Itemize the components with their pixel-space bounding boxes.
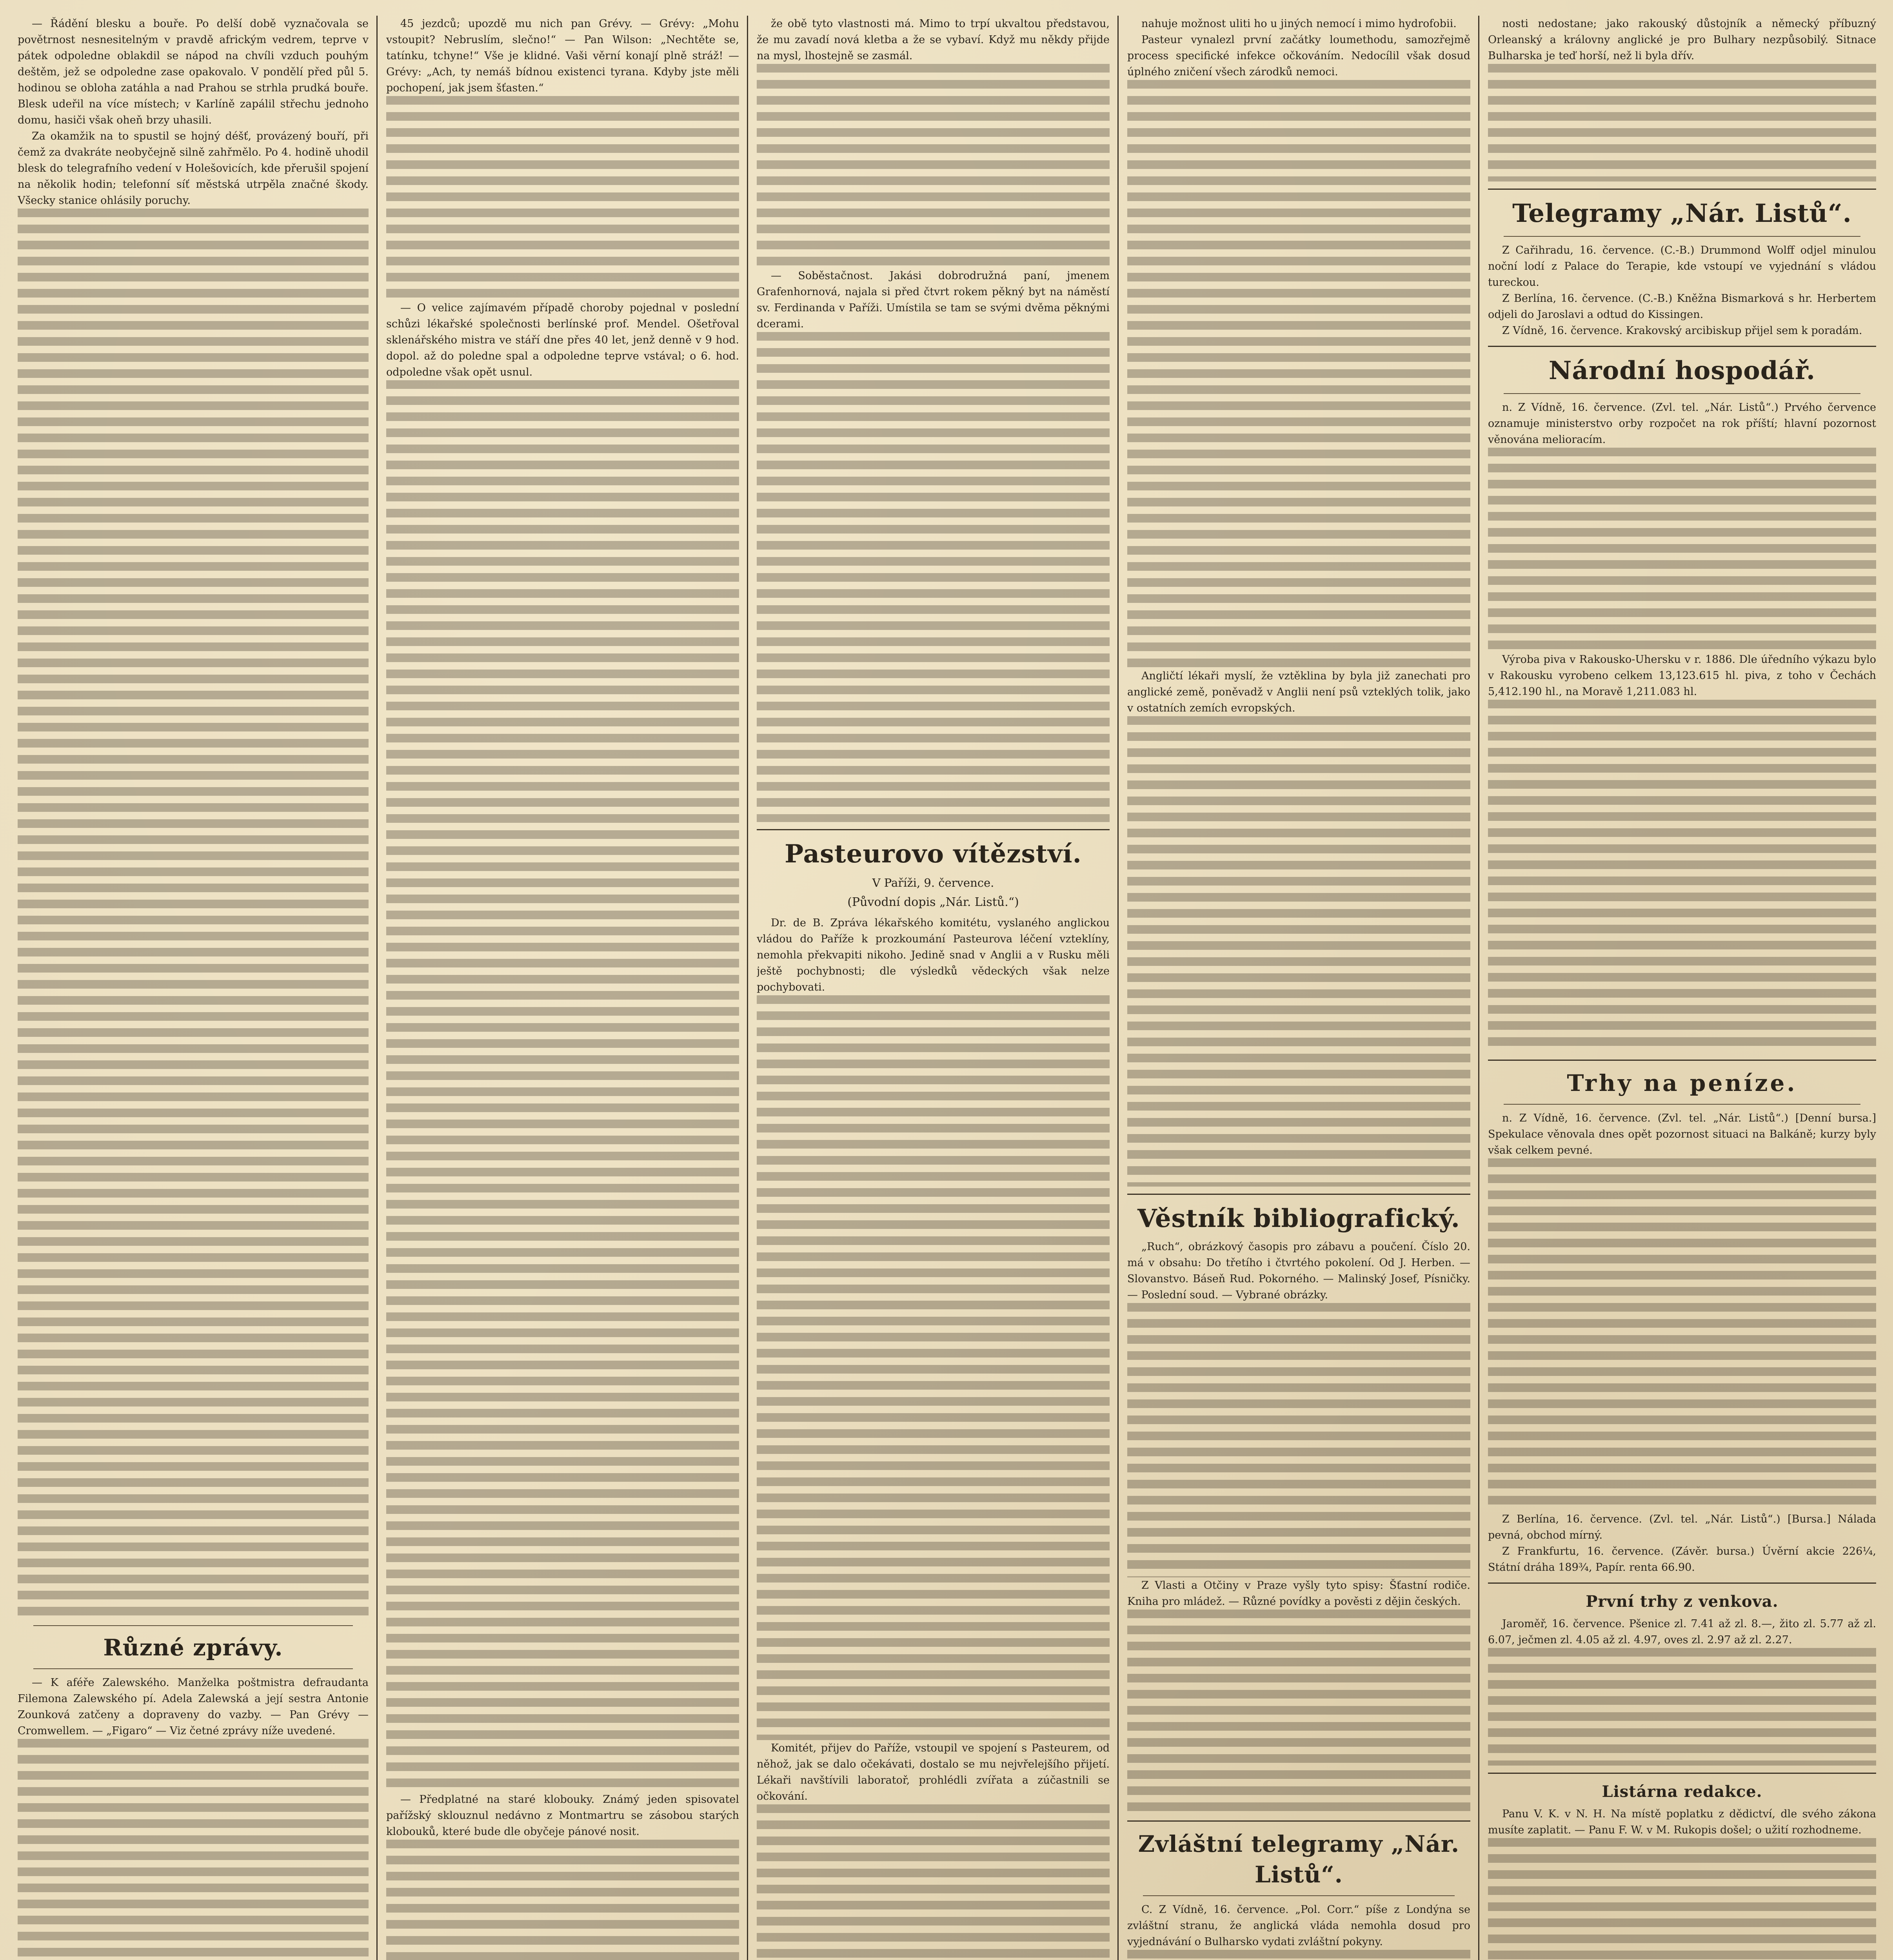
divider — [1488, 189, 1876, 190]
article-paragraph: nahuje možnost uliti ho u jiných nemocí i mimo hydrofobii. — [1141, 18, 1457, 30]
column-1 — [18, 16, 369, 1960]
article-paragraph: Komitét, přijev do Paříže, vstoupil ve spojení s Pasteurem, od něhož, jak se dalo očekávati, dostalo se mu nejvřelejšího přijetí. Lékaři navštívili laboratoř, prohlédli zvířata a zúčastnili se očkování. — [757, 1742, 1110, 1802]
section-title-narodni-hospodar: Národní hospodář. — [1548, 356, 1816, 385]
divider — [1488, 1583, 1876, 1584]
column-4 — [1127, 16, 1470, 1960]
article-paragraph: Dr. de B. Zpráva lékařského komitétu, vyslaného anglickou vládou do Paříže k prozkoumání Pasteurova léčení vzteklíny, nemohla překvapiti nikoho. Jedině snad v Anglii a v Rusku měli ještě pochybnosti; dle výsledků vědeckých však nelze pochybovati. — [757, 917, 1110, 993]
text-block — [1488, 64, 1876, 181]
text-block — [1488, 1838, 1876, 1960]
section-title-zvlastni-telegramy: Zvláštní telegramy „Nár. Listů“. — [1138, 1831, 1460, 1888]
divider — [1143, 1895, 1455, 1896]
column-rule — [376, 16, 378, 1960]
article-paragraph: n. Z Vídně, 16. července. (Zvl. tel. „Nár. Listů“.) [Denní bursa.] Spekulace věnovala dnes opět pozornost situaci na Balkáně; kurzy byly však celkem pevné. — [1488, 1112, 1876, 1156]
telegram-item: Z Vídně, 16. července. Krakovský arcibiskup přijel sem k poradám. — [1502, 325, 1862, 337]
article-paragraph: Pasteur vynalezl první začátky loumethodu, samozřejmě process specifické infekce očkováním. Nedocílil však dosud úplného zničení všech zárodků nemoci. — [1127, 34, 1470, 78]
text-block — [1127, 1610, 1470, 1813]
text-block — [1488, 448, 1876, 652]
telegram-item: C. Z Vídně, 16. července. „Pol. Corr.“ píše z Londýna se zvláštní stranu, že anglická vláda nemohla dosud pro vyjednávání o Bulharsko vydati zvláštní pokyny. — [1127, 1904, 1470, 1948]
column-rule — [1117, 16, 1119, 1960]
section-title-telegramy: Telegramy „Nár. Listů“. — [1512, 199, 1852, 228]
text-block — [386, 380, 739, 1791]
article-paragraph: že obě tyto vlastnosti má. Mimo to trpí ukvaltou představou, že mu zavadí nová kletba a že se vybaví. Když mu někdy přijde na mysl, lhostejně se zasmál. — [757, 18, 1110, 62]
article-paragraph: 45 jezdců; upozdě mu nich pan Grévy. — Grévy: „Mohu vstoupit? Nebruslím, slečno!“ — Pan Wilson: „Nechtěte se, tatínku, tchyne!“ Vše je klidné. Vaši věrní konají plně stráž! — Grévy: „Ach, ty nemáš bídnou existenci tyrana. Kdyby jste měli pochopení, jak jsem šťasten.“ — [386, 18, 739, 94]
section-title-listarna: Listárna redakce. — [1602, 1782, 1762, 1801]
section-title-prvni-trhy: První trhy z venkova. — [1586, 1592, 1779, 1611]
divider — [1504, 236, 1860, 237]
article-paragraph: n. Z Vídně, 16. července. (Zvl. tel. „Nár. Listů“.) Prvého července oznamuje ministerstvo orby rozpočet na rok příští; hlavní pozornost věnována melioracím. — [1488, 401, 1876, 446]
text-block — [386, 1840, 739, 1960]
article-paragraph: — K aféře Zalewského. Manželka poštmistra defraudanta Filemona Zalewského pí. Adela Zalewská a její sestra Antonie Zounková zatčeny a dopraveny do vazby. — Pan Grévy — Cromwellem. — „Figaro“ — Viz četné zprávy níže uvedené. — [18, 1677, 369, 1737]
column-5 — [1488, 16, 1876, 1960]
divider — [33, 1668, 353, 1669]
article-paragraph: Jaroměř, 16. července. Pšenice zl. 7.41 až zl. 8.—, žito zl. 5.77 až zl. 6.07, ječmen zl. 4.05 až zl. 4.97, oves zl. 2.97 až zl. 2.27. — [1488, 1618, 1876, 1646]
section-title-trhy: Trhy na peníze. — [1567, 1070, 1797, 1096]
divider — [1504, 393, 1860, 394]
divider — [1488, 1060, 1876, 1061]
article-paragraph: — Předplatné na staré klobouky. Známý jeden spisovatel pařížský sklouznul nedávno z Montmartru se zásobou starých klobouků, které bude dle obyčeje pánové nosit. — [386, 1793, 739, 1838]
article-paragraph: — Soběstačnost. Jakási dobrodružná paní, jmenem Grafenhornová, najala si před čtvrt rokem pěkný byt na náměstí sv. Ferdinanda v Paříži. Umístila se tam se svými dvěma pěknými dcerami. — [757, 270, 1110, 330]
article-paragraph: Panu V. K. v N. H. Na místě poplatku z dědictví, dle svého zákona musíte zaplatit. — Panu F. W. v M. Rukopis došel; o užití rozhodneme. — [1488, 1808, 1876, 1836]
telegram-item: Z Cařihradu, 16. července. (C.-B.) Drummond Wolff odjel minulou noční lodí z Palace do Terapie, kde vstoupí ve vyjednání s vládou tureckou. — [1488, 244, 1876, 289]
article-paragraph: Za okamžik na to spustil se hojný déšť, provázený bouří, při čemž za dvakráte neobyčejně silně zahřmělo. Po 4. hodině uhodil blesk do telegrafního vedení v Holešovicích, kde přerušil spojení na několik hodin; telefonní síť městská utrpěla značné škody. Všecky stanice ohlásily poruchy. — [18, 130, 369, 207]
divider — [1127, 1820, 1470, 1822]
text-block — [18, 1739, 369, 1960]
article-paragraph: nosti nedostane; jako rakouský důstojník a německý příbuzný Orleanský a královny anglické je pro Bulhary nezpůsobilý. Sitnace Bulharska je teď horší, než li byla dřív. — [1488, 18, 1876, 62]
text-block — [757, 64, 1110, 268]
article-paragraph: Z Frankfurtu, 16. července. (Závěr. bursa.) Úvěrní akcie 226¼, Státní dráha 189¾, Papír. renta 66.90. — [1488, 1545, 1876, 1573]
divider — [757, 829, 1110, 830]
article-paragraph: — Řádění blesku a bouře. Po delší době vyznačovala se povětrnost nesnesitelným v pravdě africkým vedrem, teprve v pátek odpoledne oblakdil se nápod na chvíli vzduch pouhým deštěm, jež se odpoledne zase opakovalo. V pondělí před půl 5. hodinou se obloha zatáhla a nad Prahou se strhla prudká bouře. Blesk udeřil na více místech; v Karlíně zapálil střechu jednoho domu, hasiči však oheň brzy uhasili. — [18, 18, 369, 126]
text-block — [386, 96, 739, 300]
column-rule — [747, 16, 748, 1960]
column-2 — [386, 16, 739, 1960]
article-paragraph: Výroba piva v Rakousko-Uhersku v r. 1886. Dle úředního výkazu bylo v Rakousku vyrobeno celkem 13,123.615 hl. piva, z toho v Čechách 5,412.190 hl., na Moravě 1,211.083 hl. — [1488, 653, 1876, 698]
text-block — [1488, 700, 1876, 1053]
section-title-vestnik: Věstník bibliografický. — [1137, 1204, 1460, 1233]
article-paragraph: „Ruch“, obrázkový časopis pro zábavu a poučení. Číslo 20. má v obsahu: Do třetího i čtvrtého pokolení. Od J. Herben. — Slovanstvo. Báseň Rud. Pokorného. — Malinský Josef, Písničky. — Poslední soud. — Vybrané obrázky. — [1127, 1241, 1470, 1301]
article-paragraph: Z Vlasti a Otčiny v Praze vyšly tyto spisy: Šťastní rodiče. Kniha pro mládež. — Různé povídky a pověsti z dějin českých. — [1127, 1579, 1470, 1608]
subheading: (Původní dopis „Nár. Listů.“) — [847, 895, 1019, 909]
telegram-item: Z Berlína, 16. července. (C.-B.) Kněžna Bismarková s hr. Herbertem odjeli do Jaroslavi a odtud do Kissingen. — [1488, 292, 1876, 321]
column-3 — [757, 16, 1110, 1960]
section-title-ruzne-zpravy: Různé zprávy. — [103, 1634, 283, 1661]
text-block — [757, 1804, 1110, 1960]
column-rule — [1478, 16, 1479, 1960]
divider — [33, 1625, 353, 1626]
text-block — [18, 209, 369, 1620]
article-paragraph: Angličtí lékaři myslí, že vztěklina by byla již zanechati pro anglické země, poněvadž v Anglii není psů vzteklých tolik, jako v ostatních zemích evropských. — [1127, 670, 1470, 714]
section-title-pasteur: Pasteurovo vítězství. — [785, 839, 1082, 869]
divider — [1504, 1104, 1860, 1105]
divider — [1488, 346, 1876, 347]
text-block — [757, 995, 1110, 1740]
text-block — [1127, 1950, 1470, 1960]
text-block — [1488, 1158, 1876, 1511]
text-block — [1488, 1648, 1876, 1766]
dateline: V Paříži, 9. července. — [872, 876, 994, 889]
text-block — [1127, 80, 1470, 668]
divider — [1488, 1773, 1876, 1774]
article-paragraph: Z Berlína, 16. července. (Zvl. tel. „Nár. Listů“.) [Bursa.] Nálada pevná, obchod mírný. — [1488, 1513, 1876, 1541]
divider — [1127, 1194, 1470, 1195]
text-block — [1127, 716, 1470, 1187]
article-paragraph: — O velice zajímavém případě choroby pojednal v poslední schůzi lékařské společnosti berlínské prof. Mendel. Ošetřoval sklenářského mistra ve stáří dne přes 40 let, jenž denně v 9 hod. dopol. až do poledne spal a odpoledne teprve vstával; o 6. hod. odpoledne však opět usnul. — [386, 302, 739, 378]
text-block — [757, 332, 1110, 822]
text-block — [1127, 1303, 1470, 1577]
